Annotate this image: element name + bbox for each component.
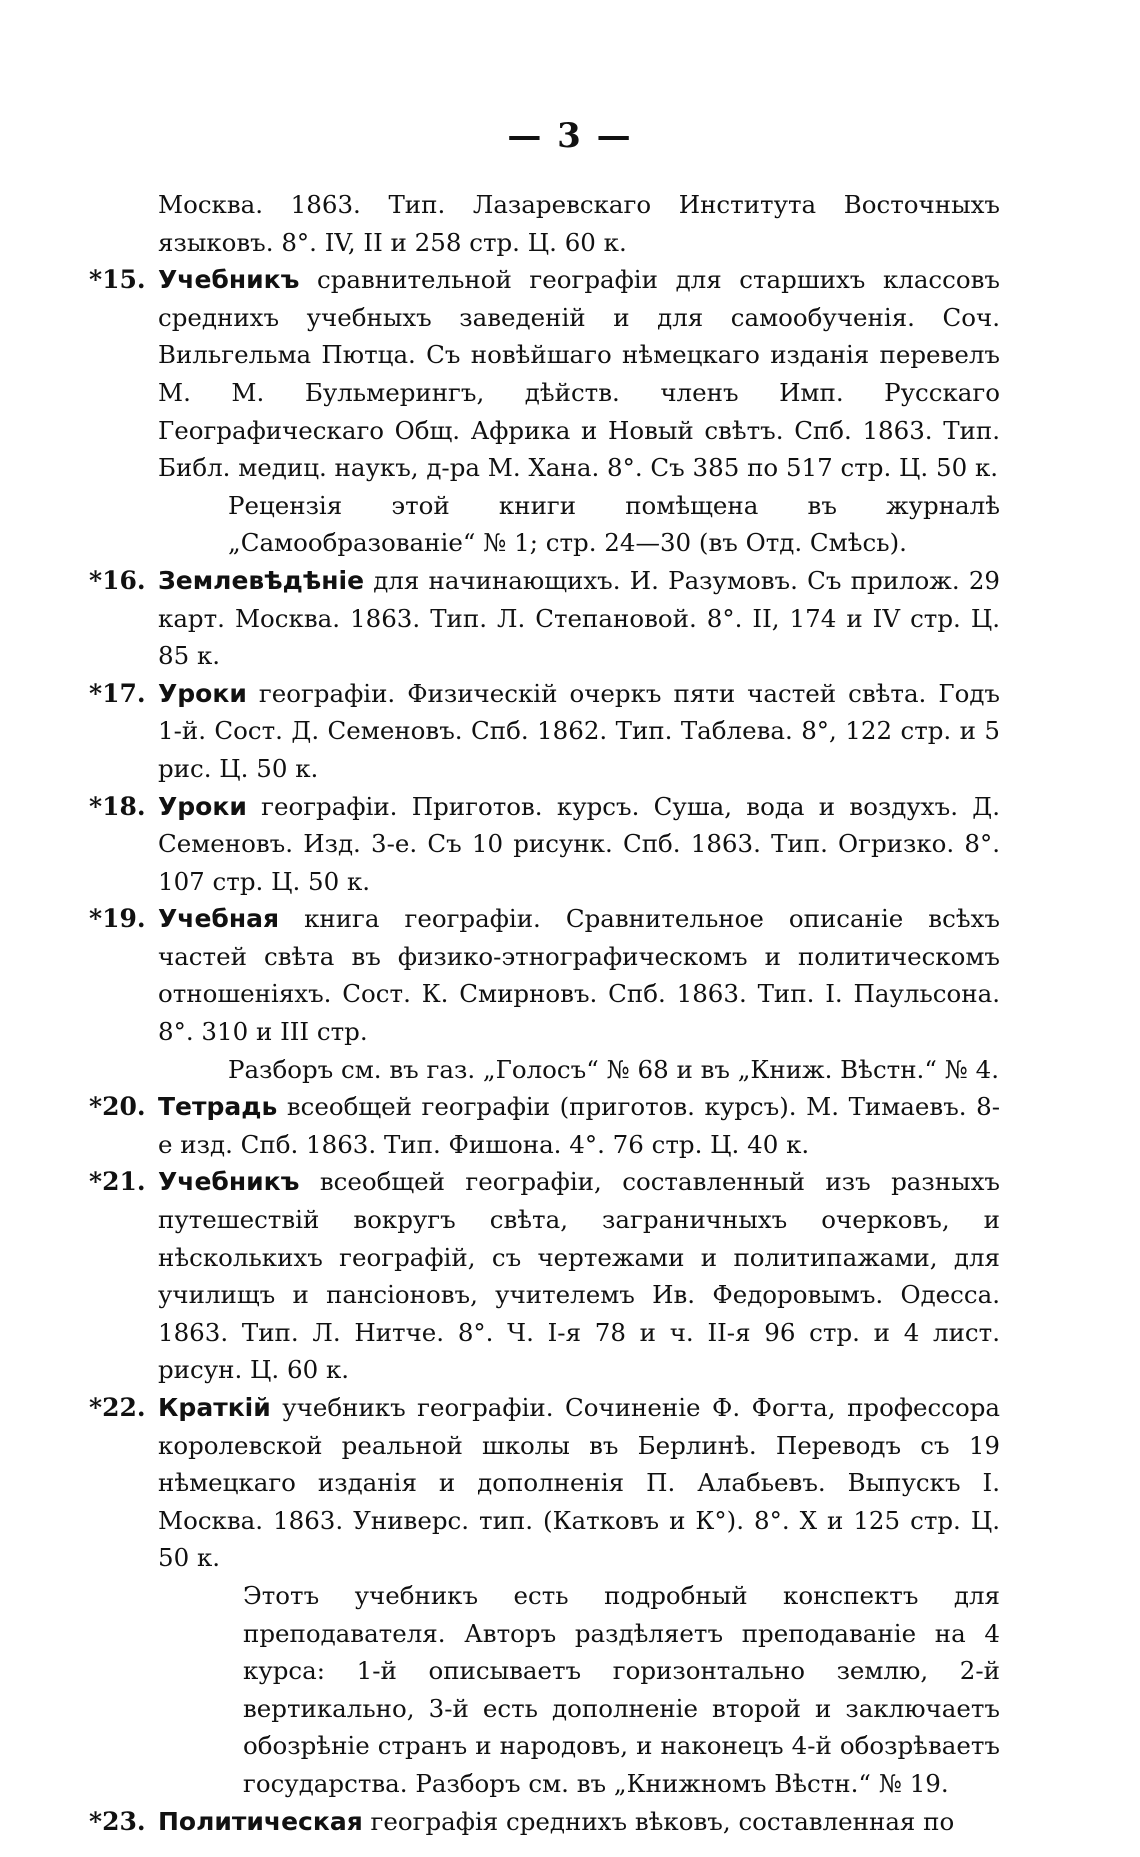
entry-keyword: Учебникъ — [158, 265, 300, 295]
entry-keyword: Уроки — [158, 791, 247, 821]
entry-text: всеобщей географіи (приготов. курсъ). М. Тимаевъ. 8-е изд. Спб. 1863. Тип. Фишона. 4°. 76 стр. Ц. 40 к. — [158, 1092, 1000, 1159]
entry-15 — [89, 261, 1000, 487]
entry-number: *20. — [89, 1092, 146, 1122]
page-number: — 3 — — [507, 116, 633, 156]
entry-number: *21. — [89, 1167, 146, 1197]
continuation-text: Москва. 1863. Тип. Лазаревскаго Института Восточныхъ языковъ. 8°. IV, II и 258 стр. Ц. 60 к. — [158, 190, 1000, 257]
entry-number: *19. — [89, 904, 146, 934]
entry-keyword: Учебная — [158, 904, 280, 934]
entry-keyword: Тетрадь — [158, 1092, 278, 1122]
entry-text: географіи. Физическій очеркъ пяти частей свѣта. Годъ 1-й. Сост. Д. Семеновъ. Спб. 1862. Тип. Таблева. 8°, 122 стр. и 5 рис. Ц. 50 к. — [158, 678, 1000, 783]
entry-number: *18. — [89, 791, 146, 821]
entry-number: *15. — [89, 265, 146, 295]
entry-note: Рецензія этой книги помѣщена въ журналѣ „Самообразованіе“ № 1; стр. 24—30 (въ Отд. Смѣсь). — [228, 490, 1000, 558]
entry-keyword: Краткій — [158, 1393, 271, 1422]
entry-number: *17. — [89, 678, 146, 708]
entry-19 — [89, 900, 1000, 1050]
entry-note: Этотъ учебникъ есть подробный конспектъ для преподавателя. Авторъ раздѣляетъ преподаваніе на 4 курса: 1-й описываетъ горизонтально землю, 2-й вертикально, 3-й есть дополненіе второй и заключаетъ обозрѣніе странъ и народовъ, и наконецъ 4-й обозрѣваетъ государства. Разборъ см. въ „Книжномъ Вѣстн.“ № 19. — [243, 1580, 1000, 1798]
entry-keyword: Уроки — [158, 678, 247, 708]
entry-text: сравнительной географіи для старшихъ классовъ среднихъ учебныхъ заведеній и для самообученія. Соч. Вильгельма Пютца. Съ новѣйшаго нѣмецкаго изданія перевелъ М. М. Бульмерингъ, дѣйств. членъ Имп. Русскаго Географическаго Общ. Африка и Новый свѣтъ. Спб. 1863. Тип. Библ. медиц. наукъ, д-ра М. Хана. 8°. Съ 385 по 517 стр. Ц. 50 к. — [158, 265, 1000, 483]
entry-17 — [89, 675, 1000, 788]
entry-keyword: Политическая — [158, 1806, 363, 1836]
entry-keyword: Землевѣдѣніе — [158, 565, 365, 595]
entry-16 — [89, 562, 1000, 675]
entry-number: *23. — [89, 1806, 146, 1836]
entry-keyword: Учебникъ — [158, 1167, 300, 1197]
entry-23 — [89, 1803, 1000, 1841]
entry-text: всеобщей географіи, составленный изъ разныхъ путешествій вокругъ свѣта, заграничныхъ очерковъ, и нѣсколькихъ географій, съ чертежами и политипажами, для училищъ и пансіоновъ, учителемъ Ив. Федоровымъ. Одесса. 1863. Тип. Л. Нитче. 8°. Ч. I-я 78 и ч. II-я 96 стр. и 4 лист. рисун. Ц. 60 к. — [158, 1167, 1000, 1385]
entry-text: географіи. Приготов. курсъ. Суша, вода и воздухъ. Д. Семеновъ. Изд. 3-е. Съ 10 рисунк. Спб. 1863. Тип. Огризко. 8°. 107 стр. Ц. 50 к. — [158, 791, 1000, 896]
entry-text: для начинающихъ. И. Разумовъ. Съ прилож. 29 карт. Москва. 1863. Тип. Л. Степановой. 8°. II, 174 и IV стр. Ц. 85 к. — [158, 565, 1000, 671]
bibliography-list — [89, 186, 1000, 1840]
entry-20 — [89, 1088, 1000, 1163]
entry-number: *16. — [89, 565, 146, 595]
entry-note: Разборъ см. въ газ. „Голосъ“ № 68 и въ „Книж. Вѣстн.“ № 4. — [228, 1054, 999, 1084]
entry-18 — [89, 788, 1000, 901]
entry-number: *22. — [89, 1393, 146, 1422]
entry-text: географія среднихъ вѣковъ, составленная по — [362, 1806, 955, 1836]
entry-21 — [89, 1163, 1000, 1389]
entry-text: книга географіи. Сравнительное описаніе всѣхъ частей свѣта въ физико-этнографическомъ и политическомъ отношеніяхъ. Сост. К. Смирновъ. Спб. 1863. Тип. І. Паульсона. 8°. 310 и III стр. — [158, 904, 1000, 1047]
entry-22 — [89, 1389, 1000, 1577]
entry-text: учебникъ географіи. Сочиненіе Ф. Фогта, профессора королевской реальной школы въ Берлинѣ. Переводъ съ 19 нѣмецкаго изданія и дополненія П. Алабьевъ. Выпускъ I. Москва. 1863. Универс. тип. (Катковъ и К°). 8°. X и 125 стр. Ц. 50 к. — [158, 1393, 1000, 1573]
